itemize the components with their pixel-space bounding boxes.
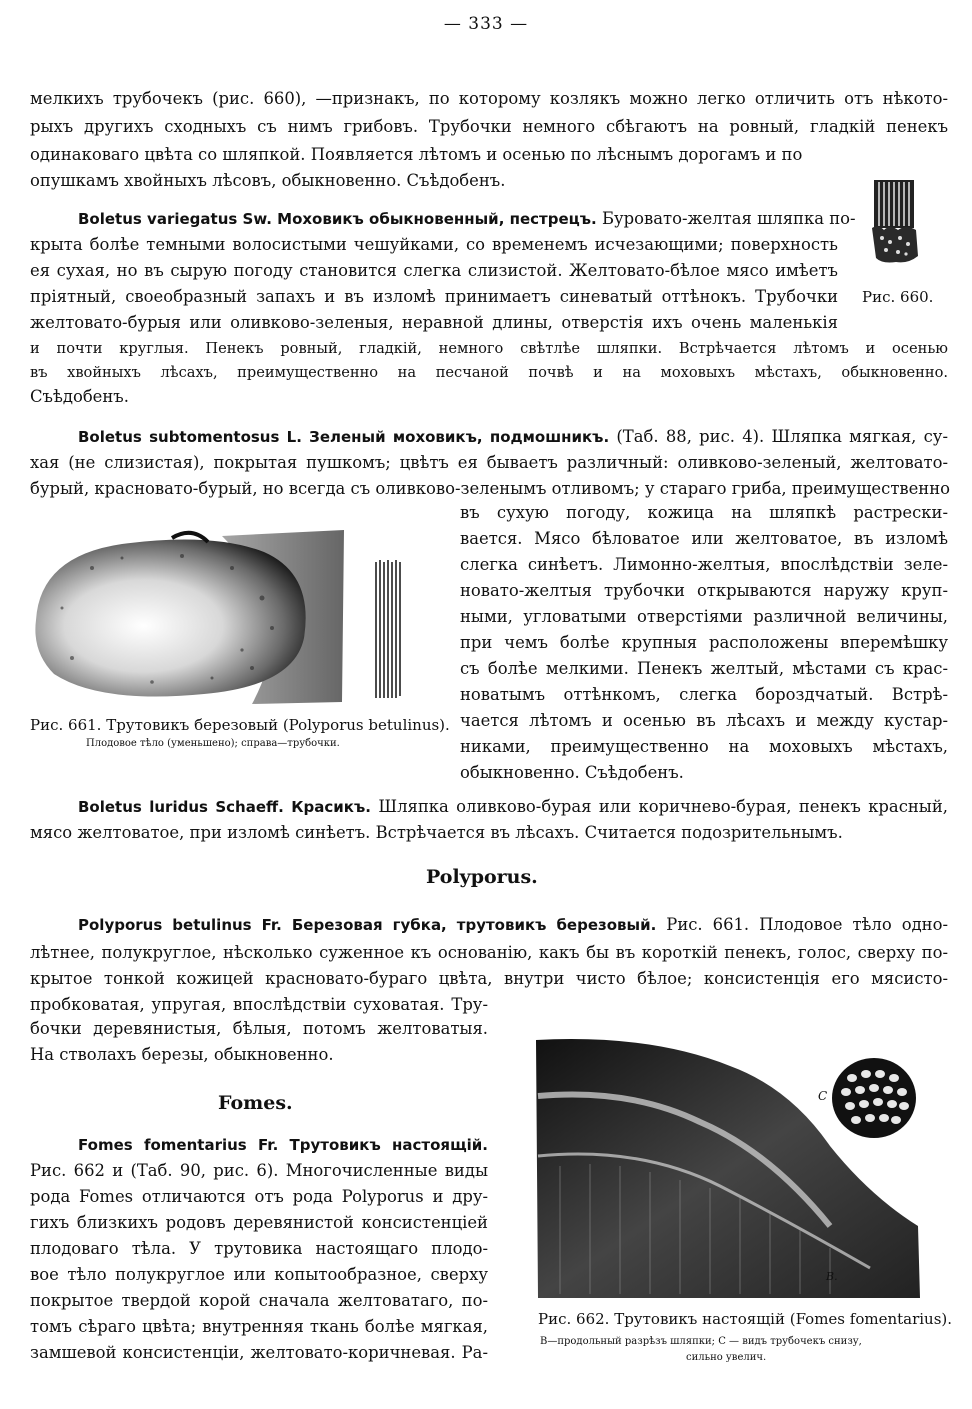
text-line: плодоваго тѣла. У трутовика настоящаго плодо-: [30, 1239, 488, 1258]
text-line: опушкамъ хвойныхъ лѣсовъ, обыкновенно. Съѣдобенъ.: [30, 171, 506, 190]
entry-boletus-subtomentosus: Boletus subtomentosus L. Зеленый моховикъ, подмошникъ. (Таб. 88, рис. 4). Шляпка мягкая, су-: [78, 427, 948, 446]
fomes-section-illustration: [530, 1036, 940, 1302]
text-line: никами, преимущественно на моховыхъ мѣстахъ,: [460, 737, 948, 756]
text-line: крыта болѣе темными волосистыми чешуйками, со временемъ исчезающими; поверхность: [30, 235, 838, 254]
text-line: мясо желтоватое, при изломѣ синѣетъ. Встрѣчается въ лѣсахъ. Считается подозрительнымъ.: [30, 823, 843, 842]
section-heading-polyporus: Polyporus.: [426, 866, 538, 888]
text-line: томъ сѣраго цвѣта; внутренняя ткань болѣе мягкая,: [30, 1317, 488, 1336]
text-line: въ хвойныхъ лѣсахъ, преимущественно на песчаной почвѣ и на моховыхъ мѣстахъ, обыкновенно.: [30, 364, 948, 381]
text-line: лѣтнее, полукруглое, нѣсколько суженное къ основанію, какъ бы въ короткій пенекъ, голос, сверху по-: [30, 943, 948, 962]
text-line: съ болѣе мелкими. Пенекъ желтый, мѣстами съ крас-: [460, 659, 948, 678]
text-line: слегка синѣетъ. Лимонно-желтыя, впослѣдствіи зеле-: [460, 555, 948, 574]
polyporus-fruitbody-illustration: [32, 528, 444, 708]
text-line: покрытое твердой корой сначала желтоватаго, по-: [30, 1291, 488, 1310]
page-number: — 333 —: [443, 14, 529, 34]
text-line: крытое тонкой кожицей красновато-бураго цвѣта, внутри чисто бѣлое; консистенція его мясисто-: [30, 969, 948, 988]
text-line: вается. Мясо бѣловатое или желтоватое, въ изломѣ: [460, 529, 948, 548]
text-line: пріятный, своеобразный запахъ и въ изломѣ принимаетъ синеватый оттѣнокъ. Трубочки: [30, 287, 838, 306]
text-line: гихъ близкихъ родовъ деревянистой консистенціей: [30, 1213, 488, 1232]
text-line: ея сухая, но въ сырую погоду становится слегка слизистой. Желтовато-бѣлое мясо имѣетъ: [30, 261, 838, 280]
tubes-illustration-660: [868, 178, 924, 268]
entry-fomes-fomentarius: Fomes fomentarius Fr. Трутовикъ настоящій.: [78, 1136, 488, 1154]
figure-662-subcaption: B—продольный разрѣзъ шляпки; C — видъ трубочекъ снизу,: [540, 1336, 862, 1347]
figure-661: [32, 528, 444, 708]
text-line: обыкновенно. Съѣдобенъ.: [460, 763, 684, 782]
text-line: На стволахъ березы, обыкновенно.: [30, 1045, 334, 1064]
text-line: бурый, красновато-бурый, но всегда съ оливково-зеленымъ отливомъ; у стараго гриба, преимущественно: [30, 479, 951, 498]
entry-boletus-luridus: Boletus luridus Schaeff. Красикъ. Шляпка оливково-бурая или коричнево-бурая, пенекъ красный,: [78, 797, 948, 816]
text-line: одинаковаго цвѣта со шляпкой. Появляется лѣтомъ и осенью по лѣснымъ дорогамъ и по: [30, 145, 803, 164]
text-line: замшевой консистенціи, желтовато-коричневая. Ра-: [30, 1343, 488, 1362]
figure-662-label-c: C: [818, 1089, 828, 1103]
text-line: рыхъ другихъ сходныхъ съ нимъ грибовъ. Трубочки немного сбѣгаютъ на ровный, гладкій пенекъ: [30, 117, 948, 136]
text-line: вое тѣло полукруглое или копытообразное, сверху: [30, 1265, 488, 1284]
text-line: чается лѣтомъ и осенью въ лѣсахъ и между кустар-: [460, 711, 948, 730]
text-line: бочки деревянистыя, бѣлыя, потомъ желтоватыя.: [30, 1019, 488, 1038]
text-line: новато-желтыя трубочки открываются наружу круп-: [460, 581, 948, 600]
text-line: ными, угловатыми отверстіями различной величины,: [460, 607, 948, 626]
text-line: рода Fomes отличаются отъ рода Polyporus и дру-: [30, 1187, 488, 1206]
figure-661-caption: Рис. 661. Трутовикъ березовый (Polyporus betulinus).: [30, 716, 450, 734]
entry-boletus-variegatus: Boletus variegatus Sw. Моховикъ обыкновенный, пестрецъ. Буровато-желтая шляпка по-: [78, 209, 856, 228]
text-line: мелкихъ трубочекъ (рис. 660), —признакъ, по которому козлякъ можно легко отличить отъ нѣкото-: [30, 89, 948, 108]
figure-662-caption: Рис. 662. Трутовикъ настоящій (Fomes fomentarius).: [538, 1310, 953, 1328]
figure-660-caption: Рис. 660.: [862, 288, 934, 306]
figure-661-subcaption: Плодовое тѣло (уменьшено); справа—трубочки.: [86, 738, 340, 749]
text-line: новатымъ оттѣнкомъ, слегка бороздчатый. Встрѣ-: [460, 685, 948, 704]
text-line: и почти круглыя. Пенекъ ровный, гладкій, немного свѣтлѣе шляпки. Встрѣчается лѣтомъ и осенью: [30, 340, 948, 357]
text-line: Рис. 662 и (Таб. 90, рис. 6). Многочисленные виды: [30, 1161, 488, 1180]
text-line: Съѣдобенъ.: [30, 387, 129, 406]
text-line: пробковатая, упругая, впослѣдствіи суховатая. Тру-: [30, 995, 488, 1014]
text-line: желтовато-бурыя или оливково-зеленыя, неравной длины, отверстія ихъ очень маленькія: [30, 313, 838, 332]
section-heading-fomes: Fomes.: [218, 1092, 293, 1114]
text-line: въ сухую погоду, кожица на шляпкѣ растрески-: [460, 503, 948, 522]
figure-662-subcaption: сильно увелич.: [686, 1352, 767, 1363]
figure-660: [868, 178, 924, 268]
figure-662: [530, 1036, 940, 1302]
entry-polyporus-betulinus: Polyporus betulinus Fr. Березовая губка, трутовикъ березовый. Рис. 661. Плодовое тѣло одно-: [78, 915, 948, 934]
text-line: хая (не слизистая), покрытая пушкомъ; цвѣтъ ея бываетъ различный: оливково-зеленый, желтовато-: [30, 453, 948, 472]
figure-662-label-b: B.: [826, 1270, 838, 1283]
text-line: при чемъ болѣе крупныя расположены вперемѣшку: [460, 633, 948, 652]
